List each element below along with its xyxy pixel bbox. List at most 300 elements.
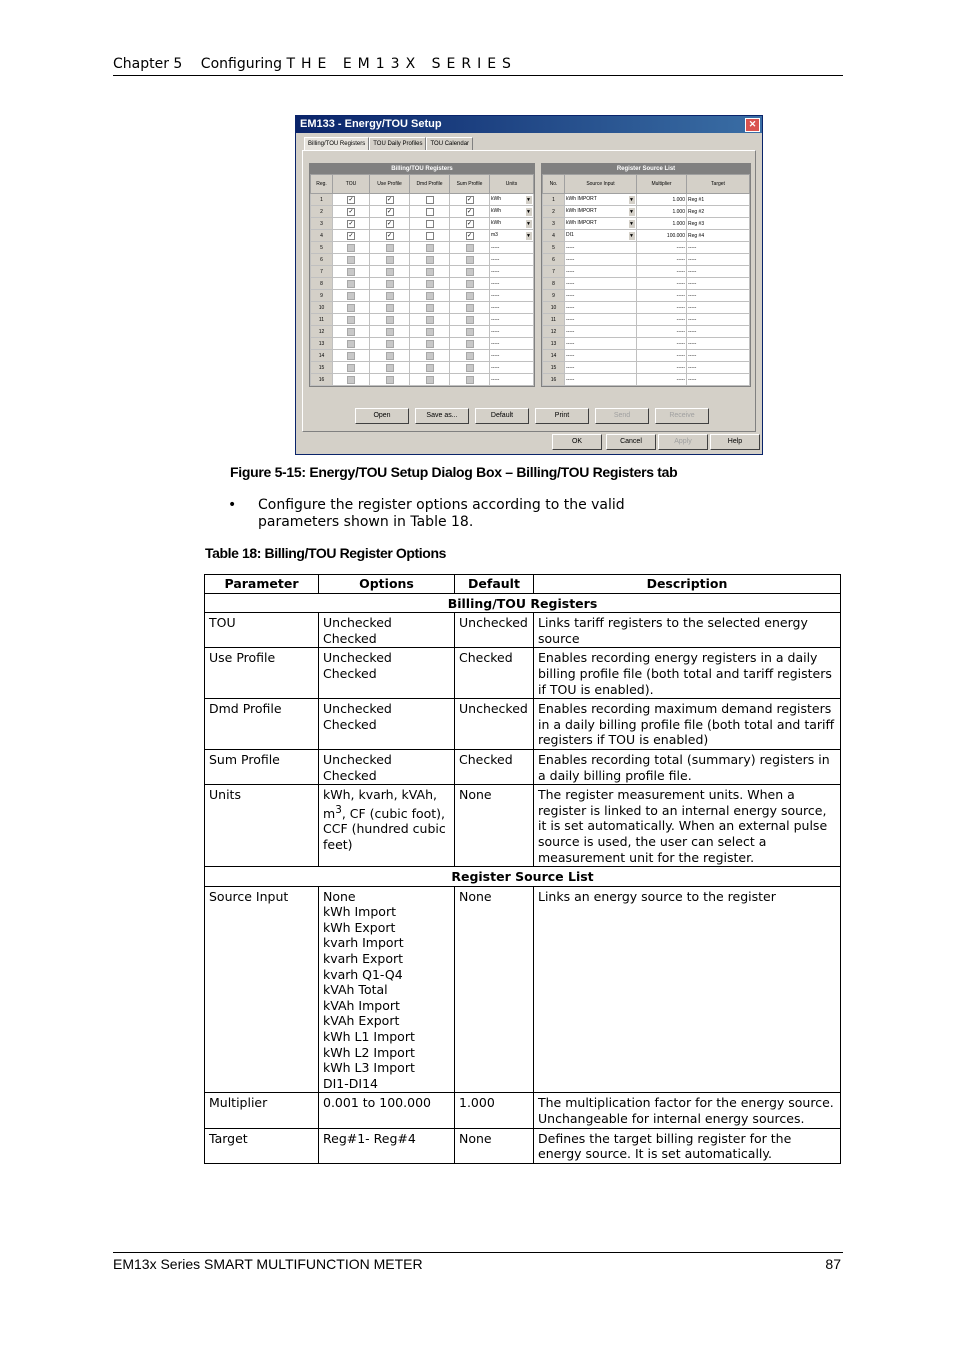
register-number: 9	[311, 290, 333, 302]
source-row	[543, 326, 750, 338]
checkbox-cell	[410, 290, 450, 302]
checkbox-cell	[370, 326, 410, 338]
checkbox-cell	[450, 266, 490, 278]
dmd-checkbox[interactable]	[426, 220, 434, 228]
source-input-cell[interactable]	[565, 290, 637, 302]
description-cell: Links tariff registers to the selected energy source	[534, 613, 841, 648]
table-row	[205, 886, 841, 1093]
source-row	[543, 302, 750, 314]
units-cell[interactable]	[490, 206, 534, 218]
register-row	[311, 374, 534, 386]
checkbox-cell	[333, 278, 370, 290]
col-units: Units	[490, 175, 534, 194]
sum-checkbox[interactable]	[466, 376, 474, 384]
dmd-checkbox[interactable]	[426, 196, 434, 204]
tou-checkbox[interactable]	[347, 328, 355, 336]
tou-checkbox[interactable]	[347, 316, 355, 324]
checkbox-cell	[333, 242, 370, 254]
dmd-checkbox[interactable]	[426, 244, 434, 252]
checkbox-cell	[370, 254, 410, 266]
units-cell[interactable]	[490, 266, 534, 278]
description-cell: Enables recording maximum demand registers in a daily billing profile file (both total and tariff registers if TOU is enabled)	[534, 699, 841, 750]
checkbox-cell	[370, 242, 410, 254]
checkbox-cell	[410, 254, 450, 266]
source-number: 6	[543, 254, 565, 266]
checkbox-cell	[450, 302, 490, 314]
use-checkbox[interactable]	[386, 316, 394, 324]
source-input-cell[interactable]	[565, 362, 637, 374]
units-cell[interactable]	[490, 194, 534, 206]
tou-checkbox[interactable]	[347, 292, 355, 300]
tou-checkbox[interactable]	[347, 268, 355, 276]
units-cell[interactable]	[490, 290, 534, 302]
dialog-tabs	[304, 137, 473, 150]
units-cell[interactable]	[490, 302, 534, 314]
source-row	[543, 314, 750, 326]
close-icon[interactable]: ✕	[745, 118, 760, 132]
source-input-value: -----	[566, 256, 575, 263]
units-cell[interactable]	[490, 350, 534, 362]
checkbox-cell	[370, 230, 410, 242]
print-button[interactable]: Print	[535, 408, 589, 424]
checkbox-cell	[450, 326, 490, 338]
chevron-down-icon[interactable]: ▼	[526, 196, 531, 203]
description-cell: The register measurement units. When a register is linked to an internal energy source, it is set automatically. When an external pulse source is used, the user can select a measurement unit for the register.	[534, 785, 841, 867]
checkbox-cell	[450, 350, 490, 362]
tou-checkbox[interactable]	[347, 304, 355, 312]
multiplier-cell[interactable]: -----	[637, 374, 687, 386]
tou-checkbox[interactable]	[347, 340, 355, 348]
checkbox-cell	[410, 314, 450, 326]
multiplier-cell[interactable]: -----	[637, 362, 687, 374]
tab-panel	[302, 150, 756, 432]
th-parameter: Parameter	[205, 575, 319, 594]
th-description: Description	[534, 575, 841, 594]
units-value: -----	[491, 304, 500, 311]
tou-checkbox[interactable]: ✓	[348, 232, 354, 239]
param-cell: Target	[205, 1128, 319, 1163]
bullet-dot: •	[228, 497, 237, 513]
target-cell: Reg #3	[687, 218, 750, 230]
footer-title: EM13x Series SMART MULTIFUNCTION METER	[113, 1256, 423, 1272]
source-input-cell[interactable]	[565, 254, 637, 266]
page-number: 87	[825, 1256, 841, 1272]
source-input-value: kWh IMPORT	[566, 207, 597, 214]
multiplier-cell[interactable]: -----	[637, 314, 687, 326]
sum-checkbox[interactable]	[466, 340, 474, 348]
source-row	[543, 290, 750, 302]
use-checkbox[interactable]: ✓	[386, 196, 393, 203]
units-value: -----	[491, 292, 500, 299]
units-value: -----	[491, 340, 500, 347]
multiplier-cell[interactable]: -----	[637, 302, 687, 314]
register-row	[311, 302, 534, 314]
source-input-value: -----	[566, 352, 575, 359]
use-checkbox[interactable]	[386, 280, 394, 288]
use-checkbox[interactable]: ✓	[386, 232, 393, 239]
sum-checkbox[interactable]	[466, 292, 474, 300]
table-row	[205, 613, 841, 648]
param-cell: Use Profile	[205, 648, 319, 699]
checkbox-cell	[333, 302, 370, 314]
use-checkbox[interactable]: ✓	[386, 220, 393, 227]
dmd-checkbox[interactable]	[426, 232, 434, 240]
dmd-checkbox[interactable]	[426, 292, 434, 300]
default-cell: Unchecked	[455, 613, 534, 648]
multiplier-cell[interactable]: -----	[637, 242, 687, 254]
use-checkbox[interactable]	[386, 292, 394, 300]
multiplier-cell[interactable]: -----	[637, 338, 687, 350]
tou-checkbox[interactable]: ✓	[348, 196, 354, 203]
col-no: No.	[543, 175, 565, 194]
col-source-input: Source Input	[565, 175, 637, 194]
source-input-cell[interactable]	[565, 302, 637, 314]
source-input-value: -----	[566, 292, 575, 299]
sum-checkbox[interactable]	[466, 244, 474, 252]
tou-checkbox[interactable]	[347, 256, 355, 264]
send-button[interactable]: Send	[595, 408, 649, 424]
checkbox-cell	[370, 302, 410, 314]
checkbox-cell	[450, 314, 490, 326]
multiplier-cell[interactable]: -----	[637, 278, 687, 290]
sum-checkbox[interactable]: ✓	[466, 208, 473, 215]
units-value: -----	[491, 352, 500, 359]
source-number: 1	[543, 194, 565, 206]
description-cell: Enables recording energy registers in a daily billing profile file (both total and tariff registers if TOU is enabled).	[534, 648, 841, 699]
sum-checkbox[interactable]	[466, 328, 474, 336]
use-checkbox[interactable]	[386, 376, 394, 384]
tab-tou-daily-profiles[interactable]: TOU Daily Profiles	[369, 137, 426, 150]
source-input-cell[interactable]	[565, 266, 637, 278]
options-text: kWh, kvarh, kVAh, m	[323, 787, 437, 821]
checkbox-cell	[410, 266, 450, 278]
source-row	[543, 218, 750, 230]
tou-checkbox[interactable]	[347, 376, 355, 384]
use-checkbox[interactable]	[386, 244, 394, 252]
use-checkbox[interactable]	[386, 268, 394, 276]
sum-checkbox[interactable]	[466, 268, 474, 276]
chevron-down-icon[interactable]: ▼	[629, 220, 634, 227]
default-button[interactable]: Default	[475, 408, 529, 424]
units-value: -----	[491, 376, 500, 383]
checkbox-cell	[333, 374, 370, 386]
multiplier-cell[interactable]: 1.000	[637, 206, 687, 218]
units-cell[interactable]	[490, 338, 534, 350]
multiplier-cell[interactable]: 1.000	[637, 218, 687, 230]
source-input-cell[interactable]	[565, 350, 637, 362]
source-number: 8	[543, 278, 565, 290]
multiplier-cell[interactable]: -----	[637, 254, 687, 266]
units-value: -----	[491, 316, 500, 323]
th-options: Options	[319, 575, 455, 594]
units-cell[interactable]	[490, 326, 534, 338]
source-input-cell[interactable]	[565, 230, 637, 242]
source-input-cell[interactable]	[565, 218, 637, 230]
checkbox-cell	[410, 326, 450, 338]
source-row	[543, 362, 750, 374]
register-number: 6	[311, 254, 333, 266]
source-input-cell[interactable]	[565, 242, 637, 254]
section-row	[205, 867, 841, 887]
source-input-value: -----	[566, 340, 575, 347]
figure-caption: Figure 5-15: Energy/TOU Setup Dialog Box – Billing/TOU Registers tab	[230, 464, 678, 480]
register-number: 13	[311, 338, 333, 350]
target-cell: -----	[687, 290, 750, 302]
target-cell: -----	[687, 326, 750, 338]
source-input-value: kWh IMPORT	[566, 195, 597, 202]
source-grid-header	[543, 175, 750, 194]
checkbox-cell	[450, 242, 490, 254]
dialog-title-bar	[296, 116, 762, 133]
source-input-cell[interactable]	[565, 326, 637, 338]
source-number: 4	[543, 230, 565, 242]
checkbox-cell	[333, 350, 370, 362]
chapter-title-series: THE EM13X SERIES	[286, 56, 517, 72]
multiplier-cell[interactable]: -----	[637, 290, 687, 302]
param-cell: Dmd Profile	[205, 699, 319, 750]
default-cell: None	[455, 1128, 534, 1163]
receive-button[interactable]: Receive	[655, 408, 709, 424]
tou-checkbox[interactable]	[347, 352, 355, 360]
tou-checkbox[interactable]: ✓	[348, 208, 354, 215]
checkbox-cell	[370, 266, 410, 278]
units-cell[interactable]	[490, 218, 534, 230]
use-checkbox[interactable]	[386, 340, 394, 348]
source-input-value: -----	[566, 376, 575, 383]
source-input-cell[interactable]	[565, 194, 637, 206]
chevron-down-icon[interactable]: ▼	[629, 208, 634, 215]
target-cell: -----	[687, 338, 750, 350]
register-number: 16	[311, 374, 333, 386]
param-cell: TOU	[205, 613, 319, 648]
dmd-checkbox[interactable]	[426, 208, 434, 216]
col-multiplier: Multiplier	[637, 175, 687, 194]
checkbox-cell	[410, 218, 450, 230]
checkbox-cell	[450, 254, 490, 266]
target-cell: -----	[687, 266, 750, 278]
billing-registers-grid	[309, 163, 535, 387]
dmd-checkbox[interactable]	[426, 316, 434, 324]
multiplier-cell[interactable]: 1.000	[637, 194, 687, 206]
multiplier-cell[interactable]: -----	[637, 350, 687, 362]
tou-checkbox[interactable]	[347, 244, 355, 252]
chevron-down-icon[interactable]: ▼	[526, 232, 531, 239]
source-input-cell[interactable]	[565, 338, 637, 350]
sum-checkbox[interactable]	[466, 364, 474, 372]
units-cell[interactable]	[490, 362, 534, 374]
source-row	[543, 194, 750, 206]
col-dmd-profile: Dmd Profile	[410, 175, 450, 194]
source-row	[543, 338, 750, 350]
register-number: 12	[311, 326, 333, 338]
source-row	[543, 242, 750, 254]
page-footer	[113, 1252, 843, 1272]
register-number: 5	[311, 242, 333, 254]
target-cell: -----	[687, 350, 750, 362]
sum-checkbox[interactable]: ✓	[466, 232, 473, 239]
register-row	[311, 278, 534, 290]
units-value: -----	[491, 268, 500, 275]
chevron-down-icon[interactable]: ▼	[629, 196, 634, 203]
billing-grid-header	[311, 175, 534, 194]
units-value: kWh	[491, 207, 501, 214]
dmd-checkbox[interactable]	[426, 352, 434, 360]
use-checkbox[interactable]	[386, 256, 394, 264]
dmd-checkbox[interactable]	[426, 268, 434, 276]
tab-billing-tou-registers[interactable]: Billing/TOU Registers	[304, 137, 369, 150]
use-checkbox[interactable]	[386, 364, 394, 372]
checkbox-cell	[410, 206, 450, 218]
register-row	[311, 230, 534, 242]
checkbox-cell	[333, 338, 370, 350]
dmd-checkbox[interactable]	[426, 256, 434, 264]
default-cell: 1.000	[455, 1093, 534, 1128]
dmd-checkbox[interactable]	[426, 364, 434, 372]
apply-button[interactable]: Apply	[658, 434, 708, 450]
checkbox-cell	[333, 290, 370, 302]
dmd-checkbox[interactable]	[426, 328, 434, 336]
sum-checkbox[interactable]	[466, 280, 474, 288]
register-number: 7	[311, 266, 333, 278]
checkbox-cell	[333, 194, 370, 206]
table-row	[205, 1093, 841, 1128]
checkbox-cell	[450, 338, 490, 350]
open-button[interactable]: Open	[355, 408, 409, 424]
checkbox-cell	[370, 206, 410, 218]
units-cell[interactable]	[490, 230, 534, 242]
options-cell: Unchecked Checked	[319, 749, 455, 784]
checkbox-cell	[370, 290, 410, 302]
register-number: 8	[311, 278, 333, 290]
col-use-profile: Use Profile	[370, 175, 410, 194]
multiplier-cell[interactable]: -----	[637, 326, 687, 338]
units-cell[interactable]	[490, 374, 534, 386]
units-value: -----	[491, 364, 500, 371]
sum-checkbox[interactable]: ✓	[466, 196, 473, 203]
sum-checkbox[interactable]	[466, 304, 474, 312]
source-input-cell[interactable]	[565, 374, 637, 386]
use-checkbox[interactable]	[386, 352, 394, 360]
default-cell: Unchecked	[455, 699, 534, 750]
target-cell: -----	[687, 374, 750, 386]
target-cell: -----	[687, 278, 750, 290]
source-input-value: DI1	[566, 231, 574, 238]
checkbox-cell	[450, 230, 490, 242]
dmd-checkbox[interactable]	[426, 340, 434, 348]
source-number: 13	[543, 338, 565, 350]
save-as-button[interactable]: Save as...	[415, 408, 469, 424]
multiplier-cell[interactable]: -----	[637, 266, 687, 278]
default-cell: None	[455, 886, 534, 1093]
ok-button[interactable]: OK	[552, 434, 602, 450]
chevron-down-icon[interactable]: ▼	[629, 232, 634, 239]
chapter-title-lead: Configuring	[200, 56, 282, 72]
units-cell[interactable]	[490, 278, 534, 290]
table-caption: Table 18: Billing/TOU Register Options	[205, 545, 446, 561]
checkbox-cell	[333, 314, 370, 326]
source-input-value: -----	[566, 280, 575, 287]
tou-checkbox[interactable]	[347, 364, 355, 372]
units-value: -----	[491, 328, 500, 335]
target-cell: -----	[687, 242, 750, 254]
units-cell[interactable]	[490, 242, 534, 254]
default-cell: Checked	[455, 749, 534, 784]
col-reg: Reg.	[311, 175, 333, 194]
tou-checkbox[interactable]	[347, 280, 355, 288]
source-row	[543, 350, 750, 362]
units-value: m3	[491, 231, 498, 238]
dialog-title: EM133 - Energy/TOU Setup	[300, 118, 442, 130]
tou-checkbox[interactable]: ✓	[348, 220, 354, 227]
source-row	[543, 230, 750, 242]
chevron-down-icon[interactable]: ▼	[526, 208, 531, 215]
param-cell: Multiplier	[205, 1093, 319, 1128]
use-checkbox[interactable]	[386, 328, 394, 336]
checkbox-cell	[370, 362, 410, 374]
table-row	[205, 785, 841, 867]
source-number: 5	[543, 242, 565, 254]
checkbox-cell	[370, 218, 410, 230]
section-title: Billing/TOU Registers	[205, 593, 841, 613]
source-input-value: -----	[566, 304, 575, 311]
use-checkbox[interactable]: ✓	[386, 208, 393, 215]
sum-checkbox[interactable]	[466, 352, 474, 360]
register-row	[311, 218, 534, 230]
units-cell[interactable]	[490, 314, 534, 326]
source-input-value: -----	[566, 328, 575, 335]
dmd-checkbox[interactable]	[426, 376, 434, 384]
source-input-value: -----	[566, 364, 575, 371]
section-row	[205, 593, 841, 613]
tab-tou-calendar[interactable]: TOU Calendar	[426, 137, 473, 150]
checkbox-cell	[333, 266, 370, 278]
table-header-row	[205, 575, 841, 594]
register-row	[311, 206, 534, 218]
source-number: 16	[543, 374, 565, 386]
units-value: -----	[491, 256, 500, 263]
source-input-cell[interactable]	[565, 206, 637, 218]
source-number: 14	[543, 350, 565, 362]
source-input-cell[interactable]	[565, 314, 637, 326]
source-row	[543, 266, 750, 278]
checkbox-cell	[450, 194, 490, 206]
dmd-checkbox[interactable]	[426, 304, 434, 312]
target-cell: Reg #4	[687, 230, 750, 242]
sum-checkbox[interactable]: ✓	[466, 220, 473, 227]
use-checkbox[interactable]	[386, 304, 394, 312]
cancel-button[interactable]: Cancel	[606, 434, 656, 450]
source-input-cell[interactable]	[565, 278, 637, 290]
checkbox-cell	[450, 278, 490, 290]
source-input-value: kWh IMPORT	[566, 219, 597, 226]
source-input-value: -----	[566, 268, 575, 275]
sum-checkbox[interactable]	[466, 256, 474, 264]
register-source-grid	[541, 163, 751, 387]
sum-checkbox[interactable]	[466, 316, 474, 324]
chevron-down-icon[interactable]: ▼	[526, 220, 531, 227]
target-cell: -----	[687, 314, 750, 326]
units-cell[interactable]	[490, 254, 534, 266]
dmd-checkbox[interactable]	[426, 280, 434, 288]
default-cell: Checked	[455, 648, 534, 699]
multiplier-cell[interactable]: 100.000	[637, 230, 687, 242]
source-row	[543, 254, 750, 266]
units-value: kWh	[491, 195, 501, 202]
help-button[interactable]: Help	[710, 434, 760, 450]
options-cell: Reg#1- Reg#4	[319, 1128, 455, 1163]
checkbox-cell	[370, 350, 410, 362]
register-row	[311, 338, 534, 350]
